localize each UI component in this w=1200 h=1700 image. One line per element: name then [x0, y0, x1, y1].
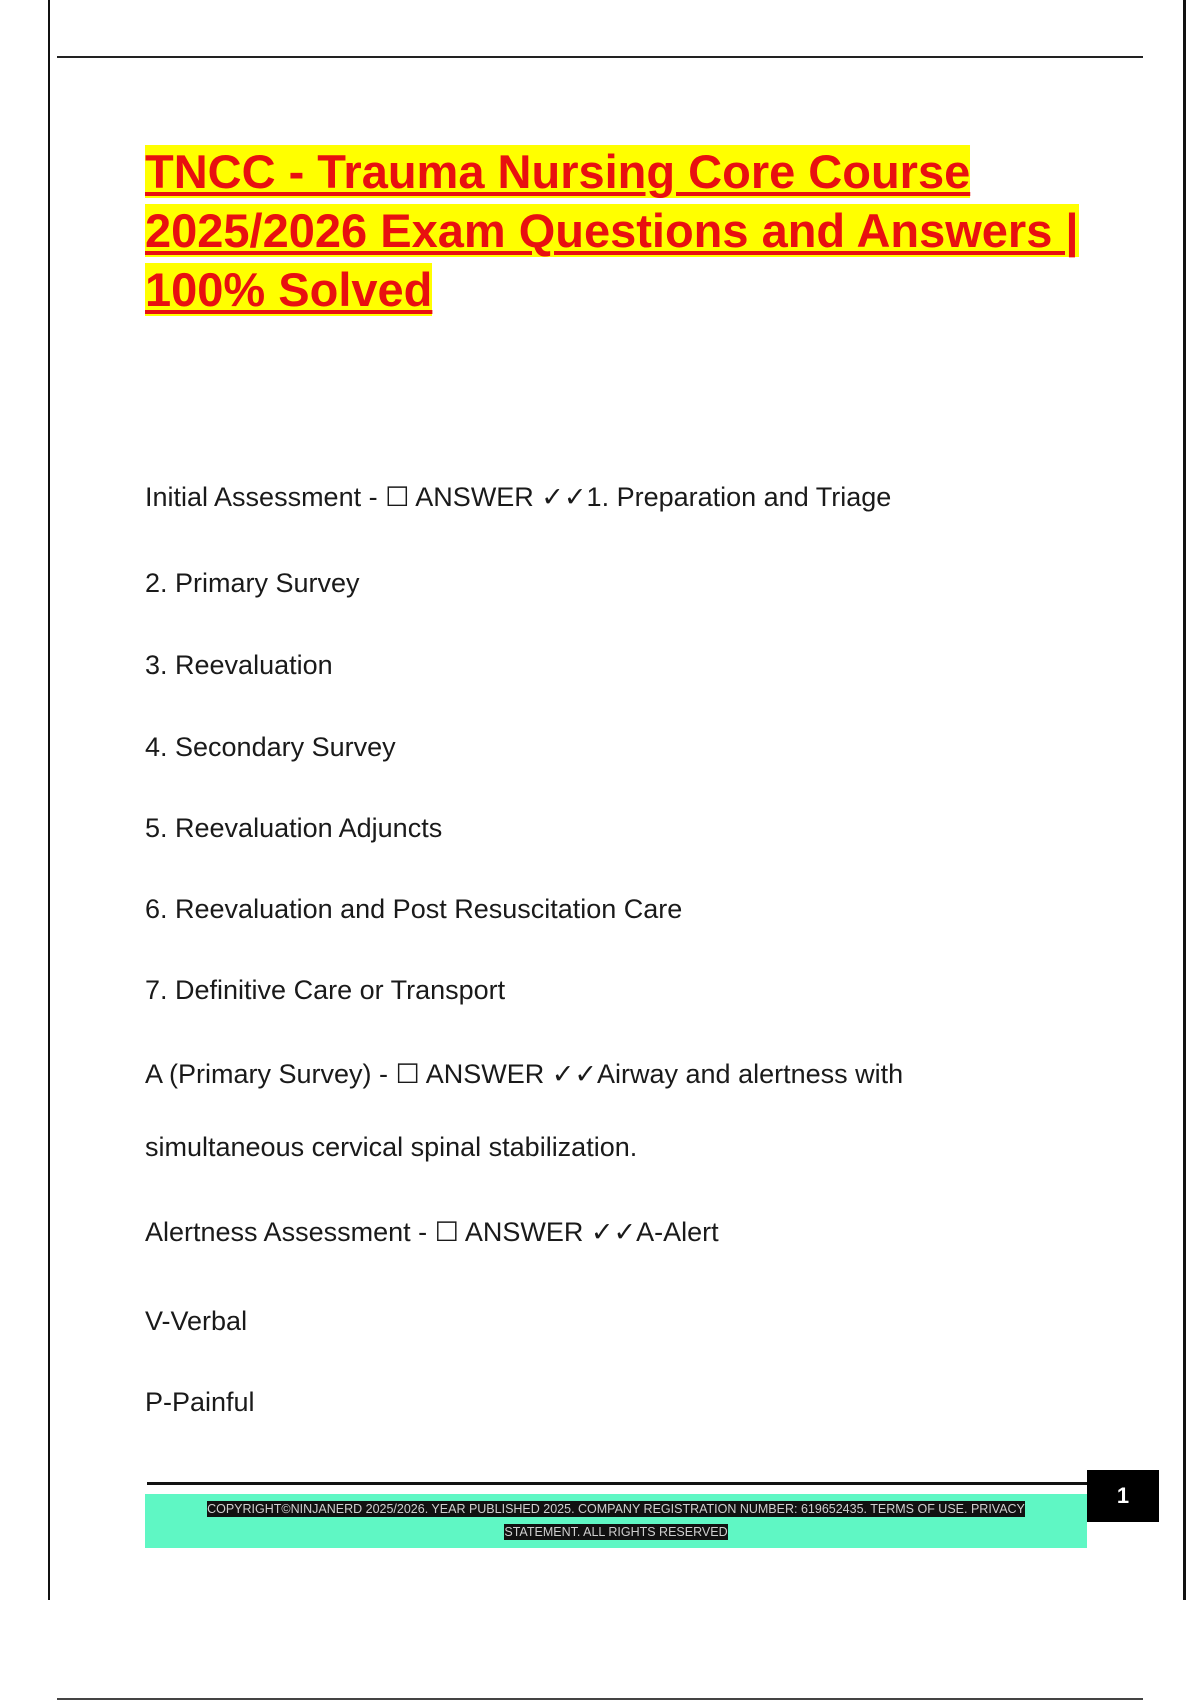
qa-line-3: 3. Reevaluation — [145, 650, 333, 680]
qa-line-2: 2. Primary Survey — [145, 568, 360, 598]
document-title-text: TNCC - Trauma Nursing Core Course 2025/2026 Exam Questions and Answers | 100% Solved — [145, 145, 1079, 316]
qa-line-1: Initial Assessment - ☐ ANSWER ✓✓1. Preparation and Triage — [145, 482, 892, 512]
footer-rule — [147, 1482, 1087, 1485]
qa-line-7: 7. Definitive Care or Transport — [145, 975, 506, 1005]
qa-line-5: 5. Reevaluation Adjuncts — [145, 813, 443, 843]
top-rule — [57, 56, 1143, 58]
qa-line-6: 6. Reevaluation and Post Resuscitation Care — [145, 894, 683, 924]
copyright-band — [145, 1494, 1087, 1548]
qa-line-9: simultaneous cervical spinal stabilization. — [145, 1132, 638, 1162]
qa-line-11: V-Verbal — [145, 1306, 248, 1336]
right-border-line — [1183, 0, 1186, 1600]
qa-line-4: 4. Secondary Survey — [145, 732, 396, 762]
qa-line-8: A (Primary Survey) - ☐ ANSWER ✓✓Airway and alertness with — [145, 1059, 904, 1089]
copyright-notice — [171, 1498, 1061, 1544]
qa-line-12: P-Painful — [145, 1387, 255, 1417]
document-title — [145, 142, 1105, 319]
page-number: 1 — [1087, 1470, 1159, 1522]
copyright-text: COPYRIGHT©NINJANERD 2025/2026. YEAR PUBLISHED 2025. COMPANY REGISTRATION NUMBER: 619652435. TERMS OF USE. PRIVACY STATEMENT. ALL RIGHTS RESERVED — [207, 1502, 1025, 1539]
qa-line-10: Alertness Assessment - ☐ ANSWER ✓✓A-Alert — [145, 1217, 719, 1247]
left-border-line — [48, 0, 50, 1600]
